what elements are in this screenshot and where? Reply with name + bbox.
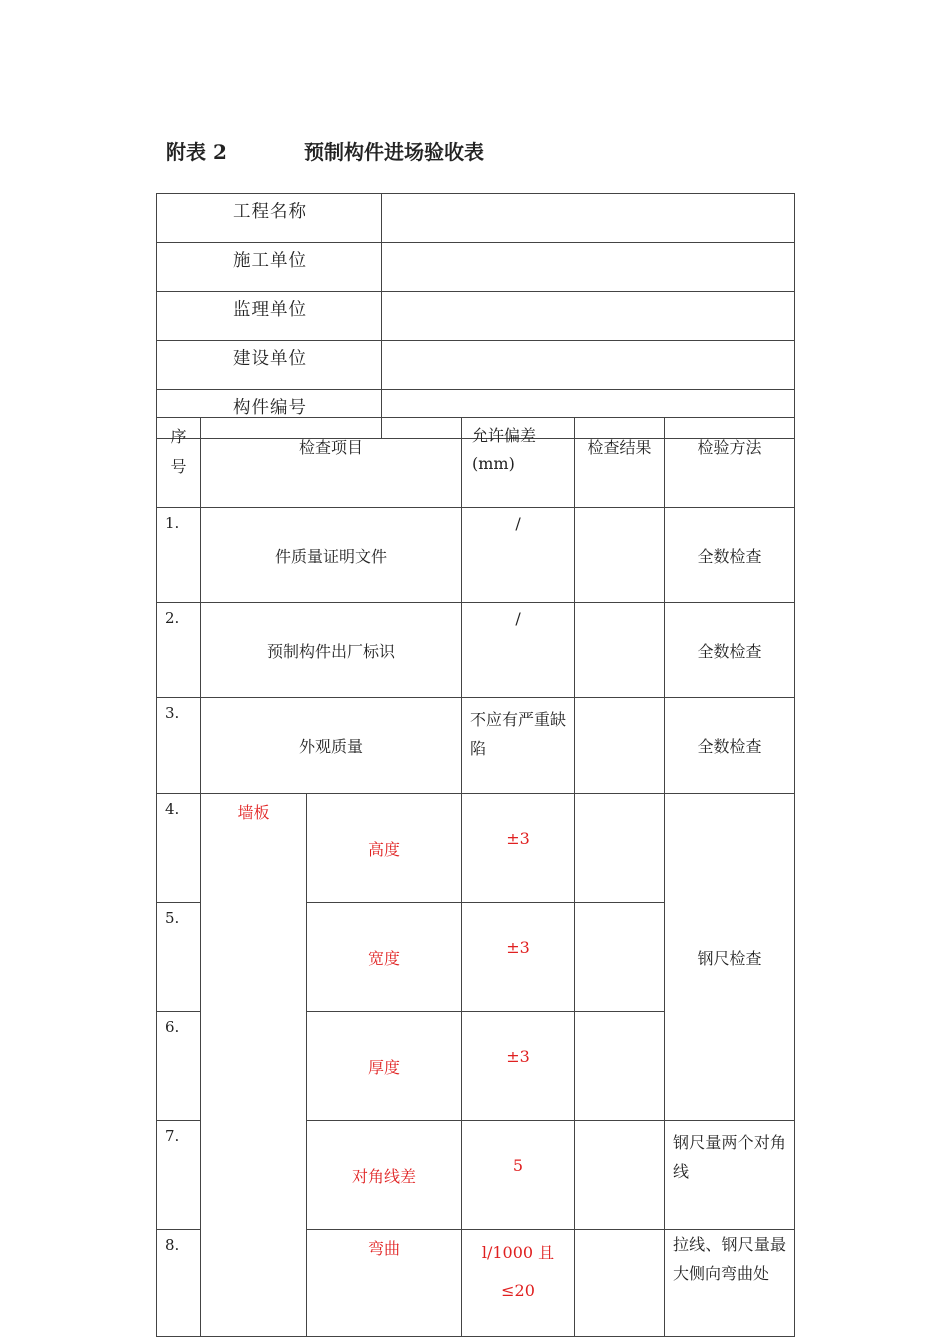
table-row — [157, 698, 795, 794]
row-tolerance: l/1000 且 ≤20 — [462, 1230, 575, 1337]
info-label: 建设单位 — [157, 341, 382, 390]
row-result-field[interactable] — [575, 1230, 665, 1337]
row-method: 全数检查 — [665, 508, 795, 603]
info-label: 施工单位 — [157, 243, 382, 292]
info-label: 构件编号 — [157, 390, 382, 439]
row-seq: 8. — [157, 1230, 201, 1337]
row-method: 钢尺检查 — [665, 794, 795, 1121]
project-name-field[interactable] — [382, 194, 795, 243]
row-seq: 2. — [157, 603, 201, 698]
row-method: 拉线、钢尺量最大侧向弯曲处 — [665, 1230, 795, 1337]
info-row — [157, 292, 795, 341]
info-label: 监理单位 — [157, 292, 382, 341]
table-row — [157, 794, 795, 903]
row-item: 宽度 — [307, 903, 462, 1012]
info-row — [157, 341, 795, 390]
appendix-label: 附表 2 — [166, 140, 227, 164]
row-seq: 1. — [157, 508, 201, 603]
table-row — [157, 603, 795, 698]
seq-header: 序 号 — [157, 418, 201, 508]
row-item: 高度 — [307, 794, 462, 903]
row-tolerance: 5 — [462, 1121, 575, 1230]
row-seq: 3. — [157, 698, 201, 794]
row-result-field[interactable] — [575, 1012, 665, 1121]
row-method: 全数检查 — [665, 698, 795, 794]
row-result-field[interactable] — [575, 603, 665, 698]
row-tolerance: / — [462, 508, 575, 603]
row-tolerance: 不应有严重缺陷 — [462, 698, 575, 794]
form-title: 预制构件进场验收表 — [304, 140, 484, 164]
row-tolerance: ±3 — [462, 1012, 575, 1121]
wall-panel-group-label: 墙板 — [201, 794, 307, 1337]
info-row — [157, 194, 795, 243]
row-tolerance: / — [462, 603, 575, 698]
inspection-table — [156, 417, 795, 1337]
contractor-field[interactable] — [382, 243, 795, 292]
info-row — [157, 243, 795, 292]
row-result-field[interactable] — [575, 698, 665, 794]
row-result-field[interactable] — [575, 903, 665, 1012]
row-method: 钢尺量两个对角线 — [665, 1121, 795, 1230]
result-header: 检查结果 — [575, 418, 665, 508]
row-seq: 4. — [157, 794, 201, 903]
row-item: 外观质量 — [201, 698, 462, 794]
info-label: 工程名称 — [157, 194, 382, 243]
table-row — [157, 508, 795, 603]
row-item: 弯曲 — [307, 1230, 462, 1337]
document-title — [0, 136, 950, 166]
row-seq: 6. — [157, 1012, 201, 1121]
row-tolerance: ±3 — [462, 794, 575, 903]
row-method: 全数检查 — [665, 603, 795, 698]
row-seq: 7. — [157, 1121, 201, 1230]
row-item: 预制构件出厂标识 — [201, 603, 462, 698]
row-seq: 5. — [157, 903, 201, 1012]
row-tolerance: ±3 — [462, 903, 575, 1012]
header-row — [157, 418, 795, 508]
item-header: 检查项目 — [201, 418, 462, 508]
row-item: 厚度 — [307, 1012, 462, 1121]
row-item: 对角线差 — [307, 1121, 462, 1230]
tolerance-header: 允许偏差 (mm) — [462, 418, 575, 508]
row-result-field[interactable] — [575, 1121, 665, 1230]
row-result-field[interactable] — [575, 794, 665, 903]
owner-field[interactable] — [382, 341, 795, 390]
method-header: 检验方法 — [665, 418, 795, 508]
supervisor-field[interactable] — [382, 292, 795, 341]
project-info-table — [156, 193, 795, 439]
row-result-field[interactable] — [575, 508, 665, 603]
row-item: 件质量证明文件 — [201, 508, 462, 603]
